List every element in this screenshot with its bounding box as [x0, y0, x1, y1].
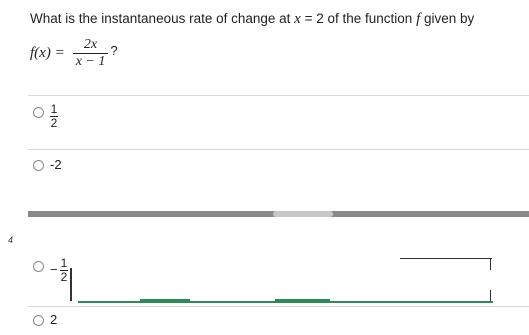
- formula-question-mark: ?: [110, 42, 118, 58]
- page-marker: 4: [8, 235, 14, 245]
- overlay-line: [490, 258, 491, 270]
- option-1-radio[interactable]: [33, 107, 44, 118]
- option-3-radio[interactable]: [33, 261, 44, 272]
- function-formula: [30, 33, 118, 73]
- divider: [28, 306, 529, 307]
- formula-fraction: [73, 37, 109, 70]
- formula-numerator: 2x: [83, 36, 98, 52]
- answer-underline: [140, 299, 190, 302]
- option-2-radio[interactable]: [33, 160, 44, 171]
- answer-underline: [275, 299, 330, 302]
- overlay-line: [70, 268, 72, 301]
- separator-highlight: [273, 211, 333, 217]
- option-3-sign: −: [50, 262, 58, 277]
- divider: [28, 149, 529, 150]
- formula-denominator: x − 1: [75, 53, 106, 69]
- option-4-label[interactable]: 2: [50, 312, 58, 327]
- separator-bar: [28, 211, 529, 217]
- option-3-label[interactable]: 1 2: [60, 256, 68, 284]
- formula-lhs: f(x) =: [30, 44, 65, 61]
- overlay-line: [400, 258, 492, 259]
- option-1-label[interactable]: 1 2: [50, 102, 58, 130]
- question-text: What is the instantaneous rate of change at x = 2 of the function f given by: [30, 11, 475, 27]
- divider: [28, 95, 529, 96]
- option-4-radio[interactable]: [33, 315, 44, 326]
- option-2-label[interactable]: -2: [50, 157, 62, 172]
